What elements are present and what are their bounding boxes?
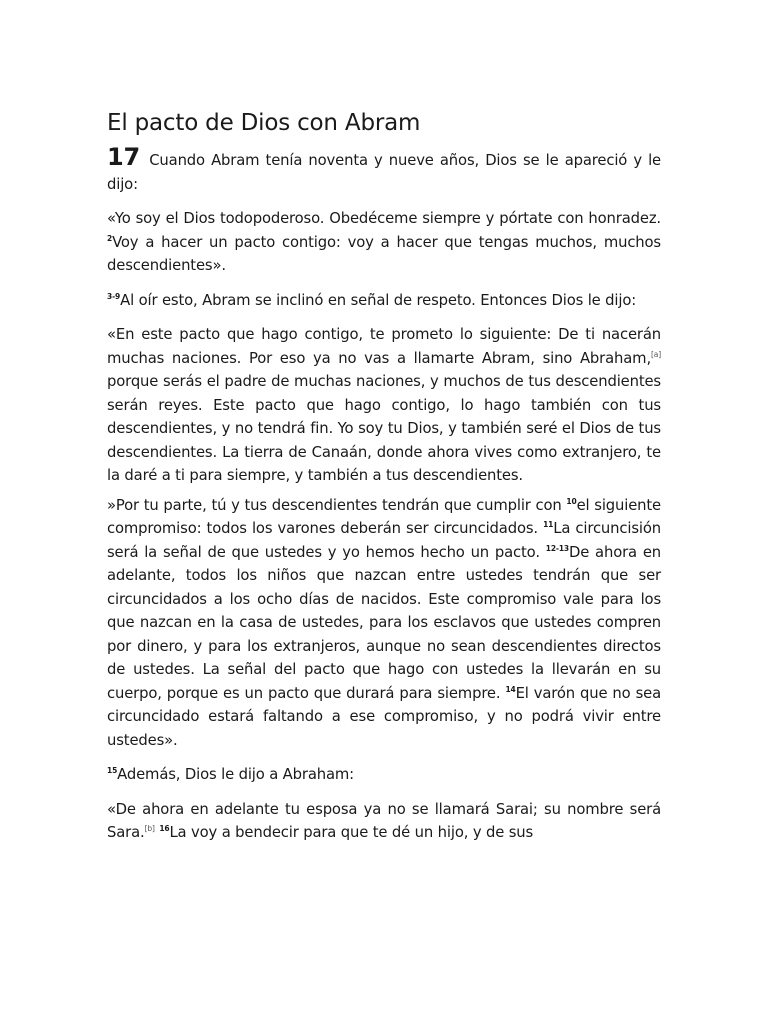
paragraph-5 [107,494,661,753]
paragraph-2-text-b: Voy a hacer un pacto contigo: voy a hacer que tengas muchos, muchos descendientes». [107,233,661,274]
paragraph-1-text: Cuando Abram tenía noventa y nueve años, Dios se le apareció y le dijo: [107,152,661,193]
verse-number: 10 [566,496,577,506]
footnote-link[interactable]: [b] [144,824,155,833]
paragraph-7-text-b: La voy a bendecir para que te dé un hijo, y de sus [169,824,534,841]
paragraph-7-text-a: «De ahora en adelante tu esposa ya no se llamará Sarai; su nombre será Sara. [107,800,661,841]
verse-number: 3-9 [107,291,121,301]
paragraph-4-text-a: «En este pacto que hago contigo, te prometo lo siguiente: De ti nacerán muchas naciones. Por eso ya no vas a llamarte Abram, sino Abraham, [107,326,661,367]
paragraph-5-text-e: El varón que no sea circuncidado estará faltando a ese compromiso, y no podrá vivir entre ustedes». [107,684,661,749]
section-title: El pacto de Dios con Abram [107,110,421,136]
verse-number: 15 [107,766,118,775]
chapter-number: 17 [107,143,141,171]
paragraph-2 [107,207,661,278]
paragraph-4-text-b: porque serás el padre de muchas naciones, y muchos de tus descendientes serán reyes. Este pacto que hago contigo, lo hago también con tus descendientes, y no tendrá fin. Yo soy tu Dios, y también seré el Dios de tus descendientes. La tierra de Canaán, donde ahora vives como extranjero, te la daré a ti para siempre, y también a tus descendientes. [107,373,661,484]
document-page [107,110,661,856]
paragraph-6 [107,763,661,787]
paragraph-1 [107,143,661,196]
verse-number: 16 [159,824,170,833]
paragraph-4 [107,323,661,488]
paragraph-5-text-a: »Por tu parte, tú y tus descendientes tendrán que cumplir con [107,496,567,514]
paragraph-5-text-c: La circuncisión será la señal de que ustedes y yo hemos hecho un pacto. [107,520,661,561]
paragraph-3-text: Al oír esto, Abram se inclinó en señal de respeto. Entonces Dios le dijo: [120,291,637,309]
paragraph-6-text: Además, Dios le dijo a Abraham: [117,766,354,783]
verse-number: 14 [505,684,516,694]
verse-number: 12-13 [545,543,569,553]
paragraph-2-text-a: «Yo soy el Dios todopoderoso. Obedéceme siempre y pórtate con honradez. [107,210,661,227]
paragraph-5-text-d: De ahora en adelante, todos los niños que nazcan entre ustedes tendrán que ser circuncidados a los ocho días de nacidos. Este compromiso vale para los que nazcan en la casa de ustedes, para los esclavos que ustedes compren por dinero, y para los extranjeros, aunque no sean descendientes directos de ustedes. La señal del pacto que hago con ustedes la llevarán en su cuerpo, porque es un pacto que durará para siempre. [107,543,662,702]
verse-number: 2 [107,233,113,243]
paragraph-3 [107,289,661,313]
verse-number: 11 [543,520,554,529]
paragraph-5-text-b: el siguiente compromiso: todos los varones deberán ser circuncidados. [107,496,661,537]
paragraph-7 [107,798,661,845]
footnote-link[interactable]: [a] [651,349,661,359]
